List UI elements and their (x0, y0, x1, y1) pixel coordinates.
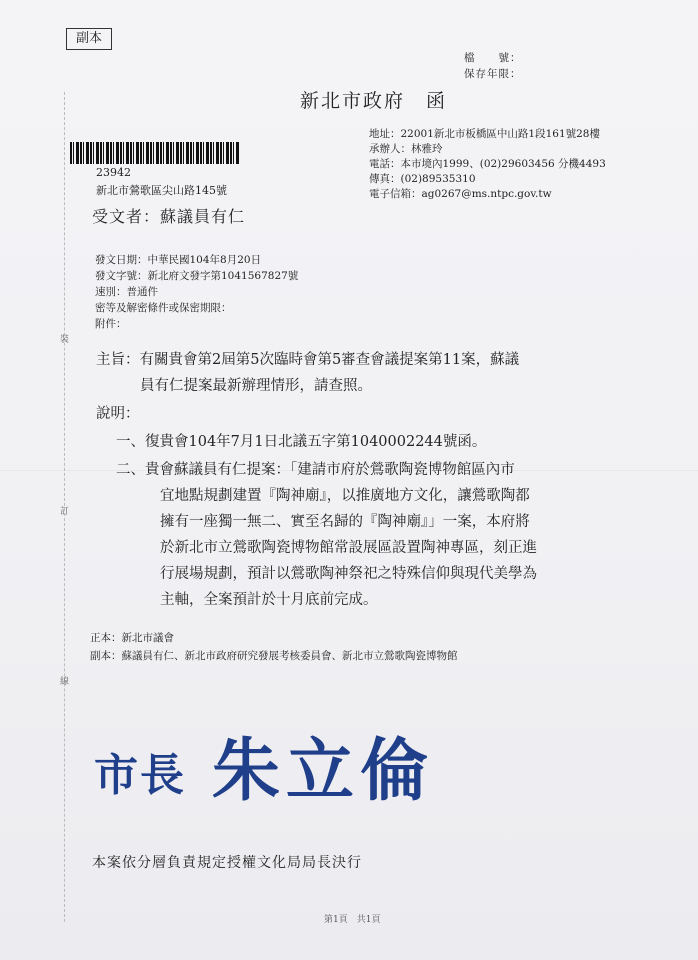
secrecy-level: 密等及解密條件或保密期限： (95, 302, 232, 314)
page-number: 第1頁 共1頁 (324, 915, 381, 925)
explanation-label: 說明： (96, 406, 140, 422)
document-title: 新北市政府 函 (300, 90, 448, 112)
postal-code: 23942 (96, 166, 131, 179)
copy-recipients: 副本：蘇議員有仁、新北市政府研究發展考核委員會、新北市立鶯歌陶瓷博物館 (90, 650, 458, 662)
document-number: 發文字號：新北府文發字第1041567827號 (95, 270, 299, 282)
margin-mark-zhuang: 裝 (60, 335, 70, 345)
explanation-item-2-line-2: 宜地點規劃建置『陶神廟』，以推廣地方文化，讓鶯歌陶都 (160, 488, 530, 504)
svg-text:市長: 市長 (94, 750, 186, 801)
margin-mark-xian: 線 (60, 677, 70, 687)
explanation-item-2-line-6: 主軸，全案預計於十月底前完成。 (160, 592, 378, 608)
attachments: 附件： (95, 318, 127, 330)
explanation-item-2-line-1: 二、貴會蘇議員有仁提案：「建請市府於鶯歌陶瓷博物館區內市 (116, 462, 515, 478)
sender-handler: 承辦人：林雅玲 (369, 143, 443, 155)
subject-line-1: 主旨：有關貴會第2屆第5次臨時會第5審查會議提案第11案，蘇議 (96, 352, 520, 368)
barcode (70, 142, 240, 164)
sender-phone: 電話：本市境內1999、(02)29603456 分機4493 (369, 158, 606, 170)
file-number-label: 檔 號： (464, 52, 522, 64)
margin-mark-ding: 訂 (60, 507, 70, 517)
svg-text:朱立倫: 朱立倫 (212, 731, 435, 806)
explanation-item-2-line-3: 擁有一座獨一無二、實至名歸的『陶神廟』」一案，本府將 (160, 514, 530, 530)
issue-date: 發文日期：中華民國104年8月20日 (95, 254, 262, 266)
sender-address: 地址：22001新北市板橋區中山路1段161號28樓 (369, 128, 600, 140)
delivery-speed: 速別：普通件 (95, 286, 158, 298)
authorization-note: 本案依分層負責規定授權文化局局長決行 (92, 855, 362, 871)
sender-email: 電子信箱：ag0267@ms.ntpc.gov.tw (369, 188, 552, 200)
subject-line-2: 員有仁提案最新辦理情形，請查照。 (140, 378, 372, 394)
sender-fax: 傳真：(02)89535310 (369, 173, 476, 185)
retention-label: 保存年限： (464, 68, 522, 80)
explanation-item-1: 一、復貴會104年7月1日北議五字第1040002244號函。 (116, 434, 487, 450)
mayor-seal-stamp (94, 716, 444, 806)
copy-badge: 副本 (66, 28, 112, 50)
main-recipient: 正本：新北市議會 (90, 632, 174, 644)
recipient-address: 新北市鶯歌區尖山路145號 (96, 184, 227, 197)
recipient: 受文者：蘇議員有仁 (92, 207, 246, 226)
explanation-item-2-line-4: 於新北市立鶯歌陶瓷博物館常設展區設置陶神專區，刻正進 (160, 540, 537, 556)
explanation-item-2-line-5: 行展場規劃，預計以鶯歌陶神祭祀之特殊信仰與現代美學為 (160, 566, 537, 582)
